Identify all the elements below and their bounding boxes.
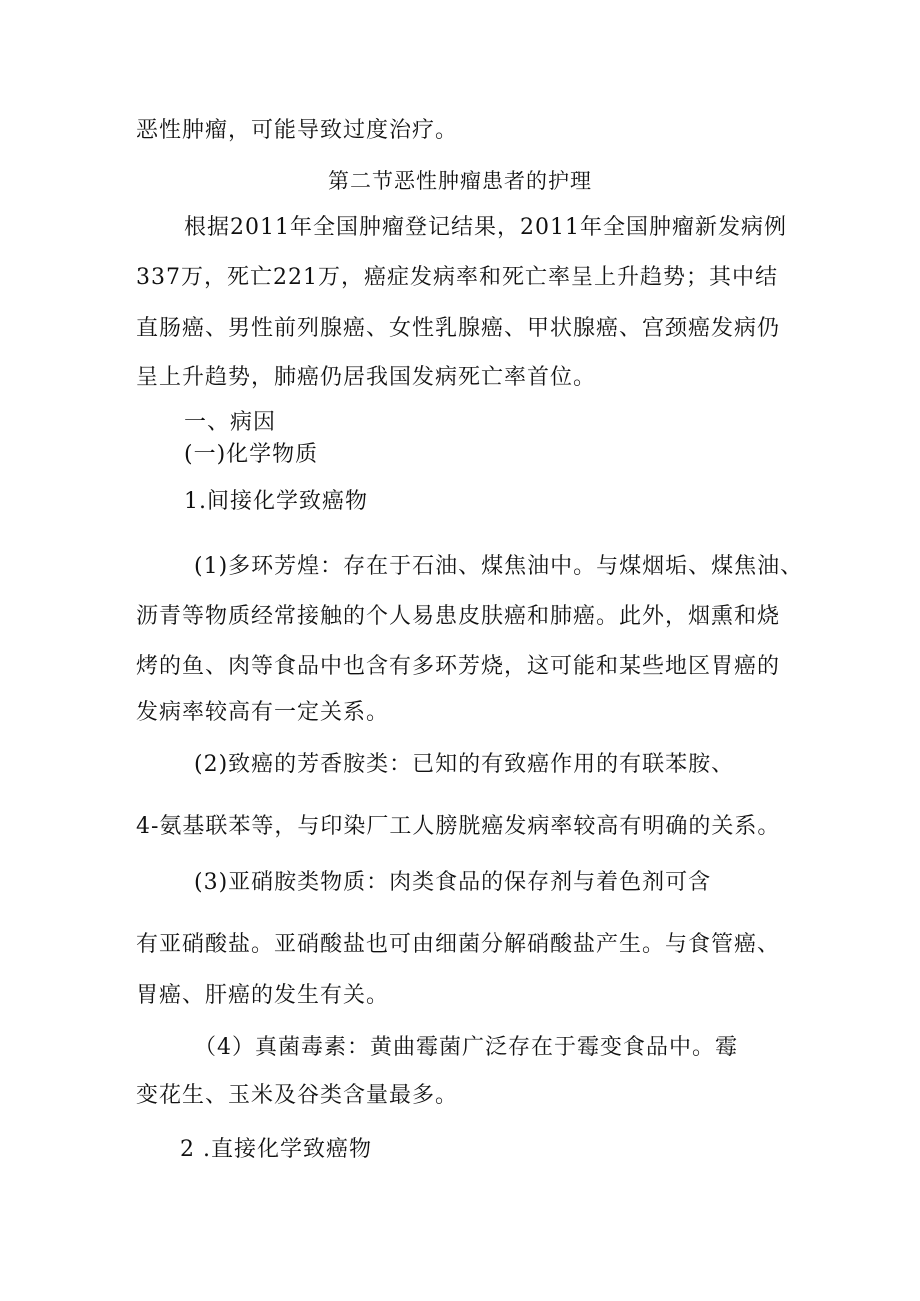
paragraph-line: 根据2011年全国肿瘤登记结果，2011年全国肿瘤新发病例	[184, 215, 787, 240]
subheading-causes: 一、病因	[184, 410, 277, 435]
paragraph-line: 沥青等物质经常接触的个人易患皮肤癌和肺癌。此外，烟熏和烧	[136, 604, 781, 629]
paragraph-line: 烤的鱼、肉等食品中也含有多环芳烧，这可能和某些地区胃癌的	[136, 654, 781, 679]
paragraph-line: 有亚硝酸盐。亚硝酸盐也可由细菌分解硝酸盐产生。与食管癌、	[136, 932, 781, 957]
paragraph-line: 4-氨基联苯等，与印染厂工人膀胱癌发病率较高有明确的关系。	[136, 814, 781, 839]
paragraph-line: (2)致癌的芳香胺类：已知的有致癌作用的有联苯胺、	[194, 752, 735, 777]
subheading-direct-carcinogens: 2 .直接化学致癌物	[180, 1137, 372, 1162]
paragraph-line: 呈上升趋势，肺癌仍居我国发病死亡率首位。	[136, 365, 597, 390]
paragraph-line: 直肠癌、男性前列腺癌、女性乳腺癌、甲状腺癌、宫颈癌发病仍	[136, 316, 781, 341]
subheading-chemicals: (一)化学物质	[184, 442, 319, 467]
paragraph-line: 恶性肿瘤，可能导致过度治疗。	[136, 118, 459, 143]
subheading-indirect-carcinogens: 1.间接化学致癌物	[184, 489, 368, 514]
paragraph-line: 变花生、玉米及谷类含量最多。	[136, 1083, 459, 1108]
paragraph-line: 发病率较高有一定关系。	[136, 700, 390, 725]
paragraph-line: 337万，死亡221万，癌症发病率和死亡率呈上升趋势；其中结	[136, 265, 778, 290]
paragraph-line: 胃癌、肝癌的发生有关。	[136, 983, 390, 1008]
paragraph-line: （4）真菌毒素：黄曲霉菌广泛存在于霉变食品中。霉	[194, 1035, 738, 1060]
paragraph-line: (3)亚硝胺类物质：肉类食品的保存剂与着色剂可含	[194, 870, 712, 895]
paragraph-line: (1)多环芳煌：存在于石油、煤焦油中。与煤烟垢、煤焦油、	[194, 554, 804, 579]
section-title: 第二节恶性肿瘤患者的护理	[328, 169, 592, 193]
